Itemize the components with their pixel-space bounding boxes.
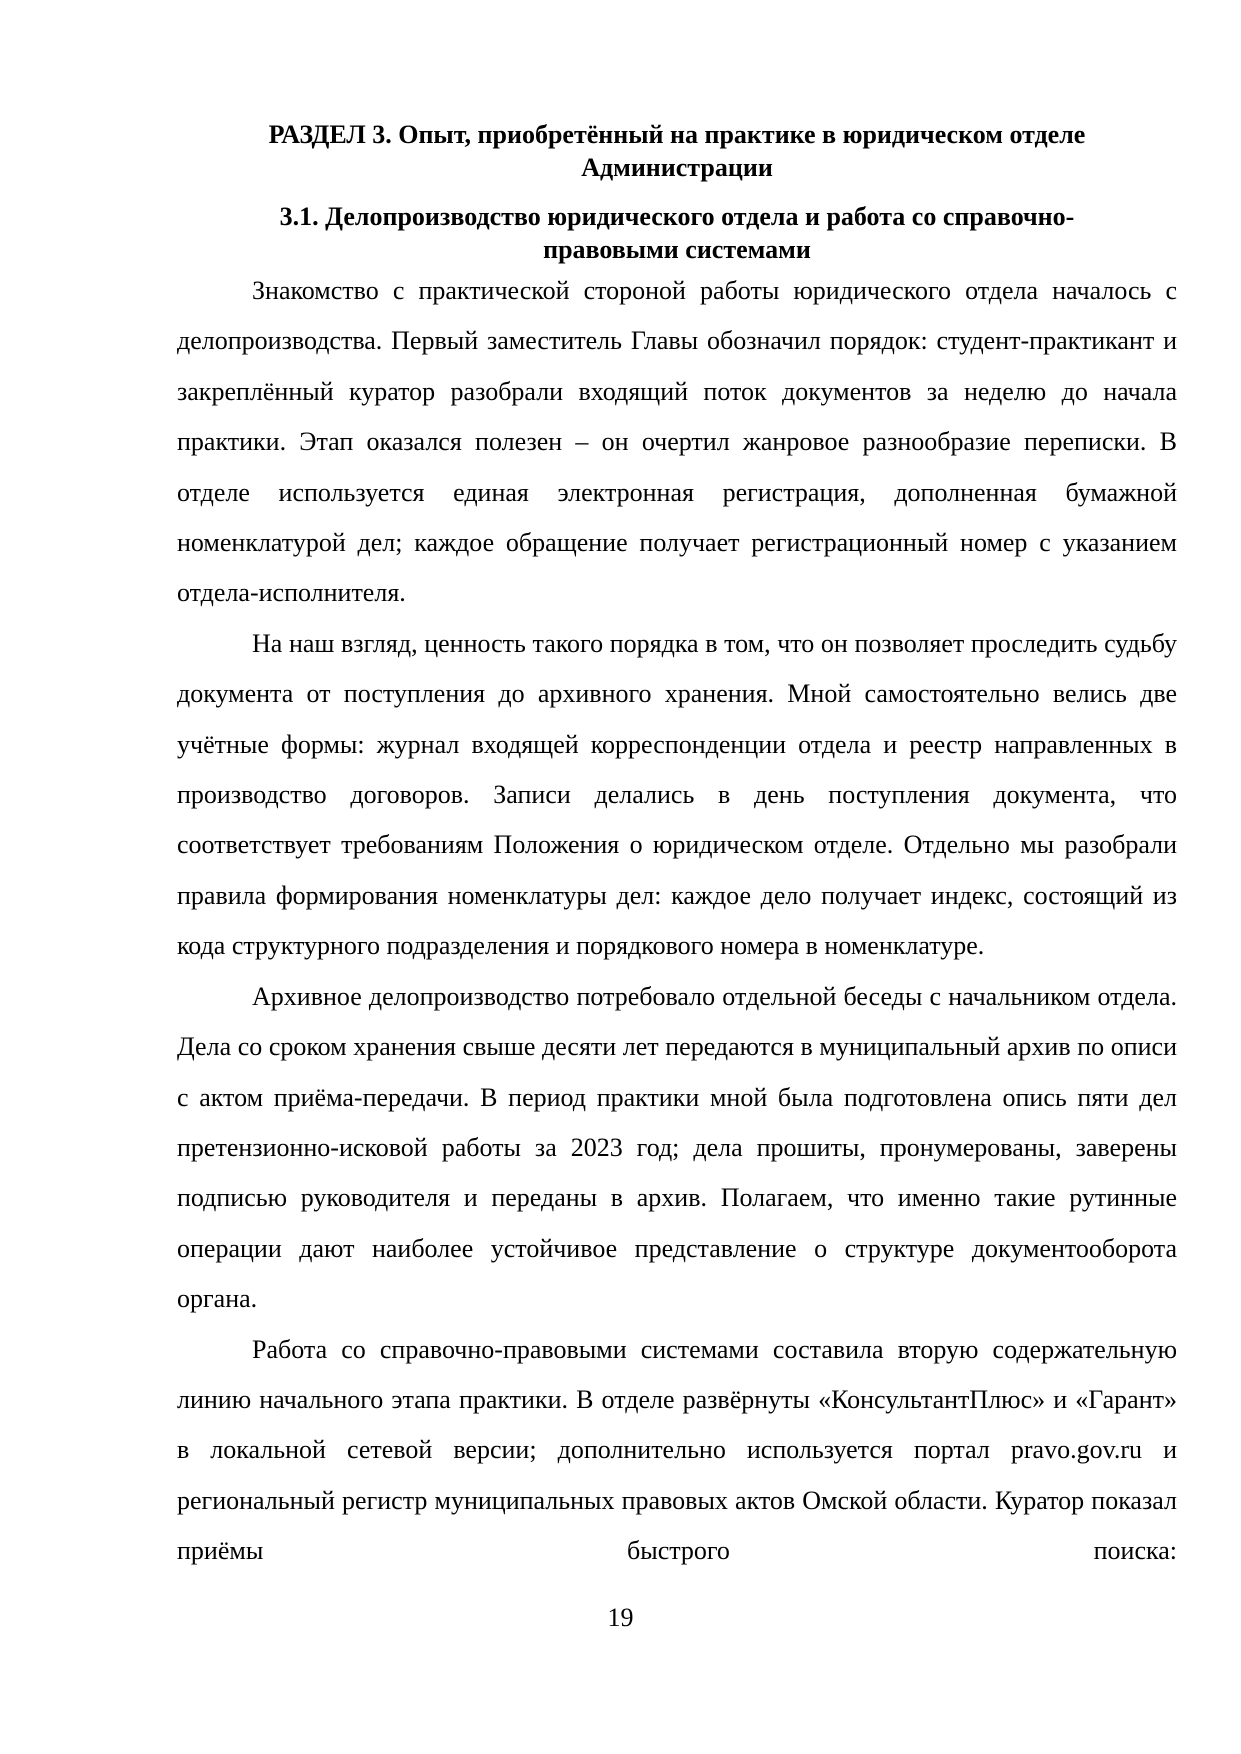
subsection-title-line2: правовыми системами	[543, 235, 811, 264]
section-title-line2: Администрации	[581, 153, 773, 182]
page-number: 19	[607, 1603, 634, 1632]
page-content	[177, 118, 1177, 1577]
section-title-line1: РАЗДЕЛ 3. Опыт, приобретённый на практике в юридическом отделе	[268, 120, 1086, 149]
paragraph-4: Работа со справочно-правовыми системами составила вторую содержательную линию начального этапа практики. В отделе развёрнуты «КонсультантПлюс» и «Гарант» в локальной сетевой версии; дополнительно используется портал pravo.gov.ru и региональный регистр муниципальных правовых актов Омской области. Куратор показал приёмы быстрого поиска:	[177, 1334, 1177, 1566]
paragraph-2: На наш взгляд, ценность такого порядка в том, что он позволяет проследить судьбу документа от поступления до архивного хранения. Мной самостоятельно велись две учётные формы: журнал входящей корреспонденции отдела и реестр направленных в производство договоров. Записи делались в день поступления документа, что соответствует требованиям Положения о юридическом отделе. Отдельно мы разобрали правила формирования номенклатуры дел: каждое дело получает индекс, состоящий из кода структурного подразделения и порядкового номера в номенклатуре.	[177, 628, 1177, 961]
subsection-title	[177, 200, 1177, 266]
paragraph-1: Знакомство с практической стороной работы юридического отдела началось с делопроизводства. Первый заместитель Главы обозначил порядок: студент-практикант и закреплённый куратор разобрали входящий поток документов за неделю до начала практики. Этап оказался полезен – он очертил жанровое разнообразие переписки. В отделе используется единая электронная регистрация, дополненная бумажной номенклатурой дел; каждое обращение получает регистрационный номер с указанием отдела-исполнителя.	[177, 276, 1177, 608]
section-title	[177, 118, 1177, 184]
paragraph-3: Архивное делопроизводство потребовало отдельной беседы с начальником отдела. Дела со сроком хранения свыше десяти лет передаются в муниципальный архив по описи с актом приёма-передачи. В период практики мной была подготовлена опись пяти дел претензионно-исковой работы за 2023 год; дела прошиты, пронумерованы, заверены подписью руководителя и переданы в архив. Полагаем, что именно такие рутинные операции дают наиболее устойчивое представление о структуре документооборота органа.	[177, 981, 1177, 1314]
subsection-title-line1: 3.1. Делопроизводство юридического отдела и работа со справочно-	[279, 202, 1075, 231]
